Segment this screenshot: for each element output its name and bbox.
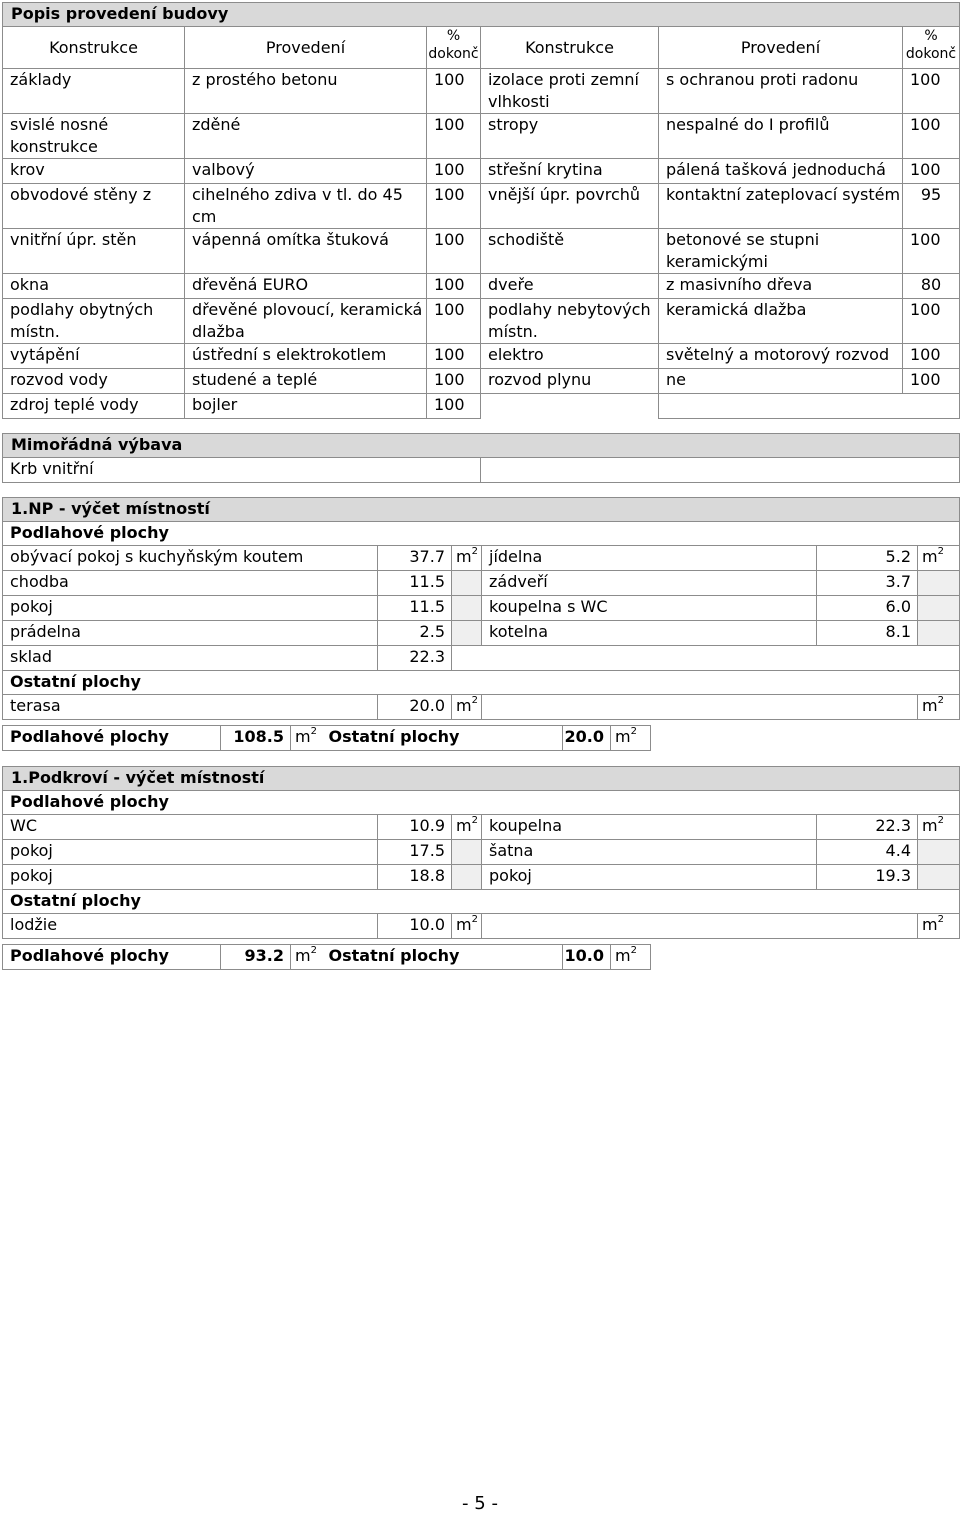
column-header: % dokonč bbox=[903, 27, 960, 69]
unit: $m^2$ bbox=[918, 815, 960, 840]
room-name: WC bbox=[3, 815, 378, 840]
section-title: 1.Podkroví - výčet místností bbox=[3, 767, 960, 791]
total-label: Podlahové plochy bbox=[3, 726, 221, 751]
room-row bbox=[3, 646, 960, 671]
cell: betonové se stupni keramickými bbox=[659, 229, 903, 274]
cell: 100 bbox=[427, 299, 481, 344]
room-area: 11.5 bbox=[378, 596, 452, 621]
empty-cell bbox=[482, 695, 918, 720]
cell: valbový bbox=[185, 159, 427, 184]
cell: z masivního dřeva bbox=[659, 274, 903, 299]
unit: $m^2$ bbox=[452, 546, 482, 571]
cell: 100 bbox=[903, 369, 960, 394]
total-value: 20.0 bbox=[563, 726, 611, 751]
cell: 100 bbox=[427, 159, 481, 184]
cell: světelný a motorový rozvod bbox=[659, 344, 903, 369]
cell: vnější úpr. povrchů bbox=[481, 184, 659, 229]
table-row bbox=[3, 369, 960, 394]
cell: podlahy obytných místn. bbox=[3, 299, 185, 344]
page-number: - 5 - bbox=[462, 1493, 498, 1514]
column-header: Konstrukce bbox=[3, 27, 185, 69]
cell: ne bbox=[659, 369, 903, 394]
table-row bbox=[3, 114, 960, 159]
room-name: zádveří bbox=[482, 571, 817, 596]
table-row bbox=[3, 184, 960, 229]
unit: $m^2$ bbox=[452, 695, 482, 720]
extra-equipment-table bbox=[2, 433, 960, 483]
column-header: Provedení bbox=[659, 27, 903, 69]
cell: rozvod vody bbox=[3, 369, 185, 394]
cell: kontaktní zateplovací systém bbox=[659, 184, 903, 229]
cell: rozvod plynu bbox=[481, 369, 659, 394]
room-area: 6.0 bbox=[817, 596, 918, 621]
column-header: Konstrukce bbox=[481, 27, 659, 69]
unit: $m^2$ bbox=[291, 945, 329, 970]
summary-1np bbox=[2, 725, 960, 751]
table-row bbox=[3, 69, 960, 114]
room-row bbox=[3, 546, 960, 571]
room-area: 10.9 bbox=[378, 815, 452, 840]
cell: 100 bbox=[903, 159, 960, 184]
room-row bbox=[3, 571, 960, 596]
total-value: 108.5 bbox=[221, 726, 291, 751]
subsection-title: Ostatní plochy bbox=[3, 671, 960, 695]
cell: 100 bbox=[427, 229, 481, 274]
total-label: Ostatní plochy bbox=[329, 726, 563, 751]
table-row bbox=[3, 274, 960, 299]
room-area: 11.5 bbox=[378, 571, 452, 596]
column-header: Provedení bbox=[185, 27, 427, 69]
subsection-title: Ostatní plochy bbox=[3, 890, 960, 914]
room-area: 18.8 bbox=[378, 865, 452, 890]
room-area: 5.2 bbox=[817, 546, 918, 571]
total-value: 93.2 bbox=[221, 945, 291, 970]
cell: vytápění bbox=[3, 344, 185, 369]
cell: dřevěné plovoucí, keramická dlažba bbox=[185, 299, 427, 344]
empty-cell bbox=[481, 394, 659, 419]
cell: zdroj teplé vody bbox=[3, 394, 185, 419]
total-label: Ostatní plochy bbox=[329, 945, 563, 970]
room-row bbox=[3, 695, 960, 720]
cell: 95 bbox=[903, 184, 960, 229]
room-area: 4.4 bbox=[817, 840, 918, 865]
cell: nespalné do I profilů bbox=[659, 114, 903, 159]
room-name: terasa bbox=[3, 695, 378, 720]
cell: bojler bbox=[185, 394, 427, 419]
room-name: jídelna bbox=[482, 546, 817, 571]
cell: 100 bbox=[427, 394, 481, 419]
room-name: pokoj bbox=[3, 865, 378, 890]
table-header-row bbox=[3, 27, 960, 69]
room-row bbox=[3, 815, 960, 840]
rooms-attic-table bbox=[2, 766, 960, 939]
room-area: 10.0 bbox=[378, 914, 452, 939]
room-name: pokoj bbox=[3, 596, 378, 621]
section-title: Mimořádná výbava bbox=[3, 434, 960, 458]
cell: dřevěná EURO bbox=[185, 274, 427, 299]
cell: studené a teplé bbox=[185, 369, 427, 394]
table-row bbox=[3, 229, 960, 274]
room-area: 22.3 bbox=[817, 815, 918, 840]
room-name: šatna bbox=[482, 840, 817, 865]
cell: dveře bbox=[481, 274, 659, 299]
rooms-1np-table bbox=[2, 497, 960, 720]
room-area: 19.3 bbox=[817, 865, 918, 890]
room-name: prádelna bbox=[3, 621, 378, 646]
room-area: 17.5 bbox=[378, 840, 452, 865]
table-row bbox=[3, 159, 960, 184]
cell: schodiště bbox=[481, 229, 659, 274]
room-row bbox=[3, 840, 960, 865]
cell: obvodové stěny z bbox=[3, 184, 185, 229]
empty-cell bbox=[482, 914, 918, 939]
empty-cell bbox=[481, 458, 960, 483]
total-value: 10.0 bbox=[563, 945, 611, 970]
room-name: obývací pokoj s kuchyňským koutem bbox=[3, 546, 378, 571]
table-row bbox=[3, 299, 960, 344]
cell: 100 bbox=[427, 114, 481, 159]
cell: 100 bbox=[903, 69, 960, 114]
room-row bbox=[3, 596, 960, 621]
room-area: 8.1 bbox=[817, 621, 918, 646]
room-area: 20.0 bbox=[378, 695, 452, 720]
section-title: Popis provedení budovy bbox=[3, 3, 960, 27]
room-area: 22.3 bbox=[378, 646, 452, 671]
unit: $m^2$ bbox=[918, 914, 960, 939]
unit: $m^2$ bbox=[291, 726, 329, 751]
cell: 100 bbox=[427, 69, 481, 114]
unit: $m^2$ bbox=[918, 695, 960, 720]
room-area: 3.7 bbox=[817, 571, 918, 596]
unit: $m^2$ bbox=[918, 546, 960, 571]
cell: 80 bbox=[903, 274, 960, 299]
cell: střešní krytina bbox=[481, 159, 659, 184]
cell: okna bbox=[3, 274, 185, 299]
room-area: 37.7 bbox=[378, 546, 452, 571]
room-area: 2.5 bbox=[378, 621, 452, 646]
table-row bbox=[3, 344, 960, 369]
cell: 100 bbox=[903, 299, 960, 344]
room-name: koupelna s WC bbox=[482, 596, 817, 621]
equipment-item: Krb vnitřní bbox=[3, 458, 481, 483]
cell: s ochranou proti radonu bbox=[659, 69, 903, 114]
room-name: chodba bbox=[3, 571, 378, 596]
cell: svislé nosné konstrukce bbox=[3, 114, 185, 159]
cell: podlahy nebytových místn. bbox=[481, 299, 659, 344]
cell: 100 bbox=[427, 369, 481, 394]
cell: 100 bbox=[903, 344, 960, 369]
cell: základy bbox=[3, 69, 185, 114]
empty-cell bbox=[659, 394, 960, 419]
cell: z prostého betonu bbox=[185, 69, 427, 114]
cell: ústřední s elektrokotlem bbox=[185, 344, 427, 369]
cell: 100 bbox=[427, 184, 481, 229]
section-title: 1.NP - výčet místností bbox=[3, 498, 960, 522]
cell: izolace proti zemní vlhkosti bbox=[481, 69, 659, 114]
cell: zděné bbox=[185, 114, 427, 159]
unit: $m^2$ bbox=[452, 815, 482, 840]
cell: 100 bbox=[903, 114, 960, 159]
cell: 100 bbox=[903, 229, 960, 274]
cell: stropy bbox=[481, 114, 659, 159]
cell: 100 bbox=[427, 344, 481, 369]
room-name: kotelna bbox=[482, 621, 817, 646]
unit: $m^2$ bbox=[611, 726, 651, 751]
room-name: sklad bbox=[3, 646, 378, 671]
table-row bbox=[3, 394, 960, 419]
room-row bbox=[3, 865, 960, 890]
cell: pálená tašková jednoduchá bbox=[659, 159, 903, 184]
room-row bbox=[3, 621, 960, 646]
subsection-title: Podlahové plochy bbox=[3, 791, 960, 815]
total-label: Podlahové plochy bbox=[3, 945, 221, 970]
cell: elektro bbox=[481, 344, 659, 369]
empty-cell bbox=[452, 646, 960, 671]
cell: vnitřní úpr. stěn bbox=[3, 229, 185, 274]
column-header: % dokonč bbox=[427, 27, 481, 69]
cell: keramická dlažba bbox=[659, 299, 903, 344]
room-name: lodžie bbox=[3, 914, 378, 939]
cell: cihelného zdiva v tl. do 45 cm bbox=[185, 184, 427, 229]
cell: krov bbox=[3, 159, 185, 184]
construction-table bbox=[2, 2, 960, 419]
room-name: pokoj bbox=[3, 840, 378, 865]
room-row bbox=[3, 914, 960, 939]
room-name: koupelna bbox=[482, 815, 817, 840]
unit: $m^2$ bbox=[611, 945, 651, 970]
summary-attic bbox=[2, 944, 960, 970]
cell: 100 bbox=[427, 274, 481, 299]
unit: $m^2$ bbox=[452, 914, 482, 939]
cell: vápenná omítka štuková bbox=[185, 229, 427, 274]
subsection-title: Podlahové plochy bbox=[3, 522, 960, 546]
room-name: pokoj bbox=[482, 865, 817, 890]
